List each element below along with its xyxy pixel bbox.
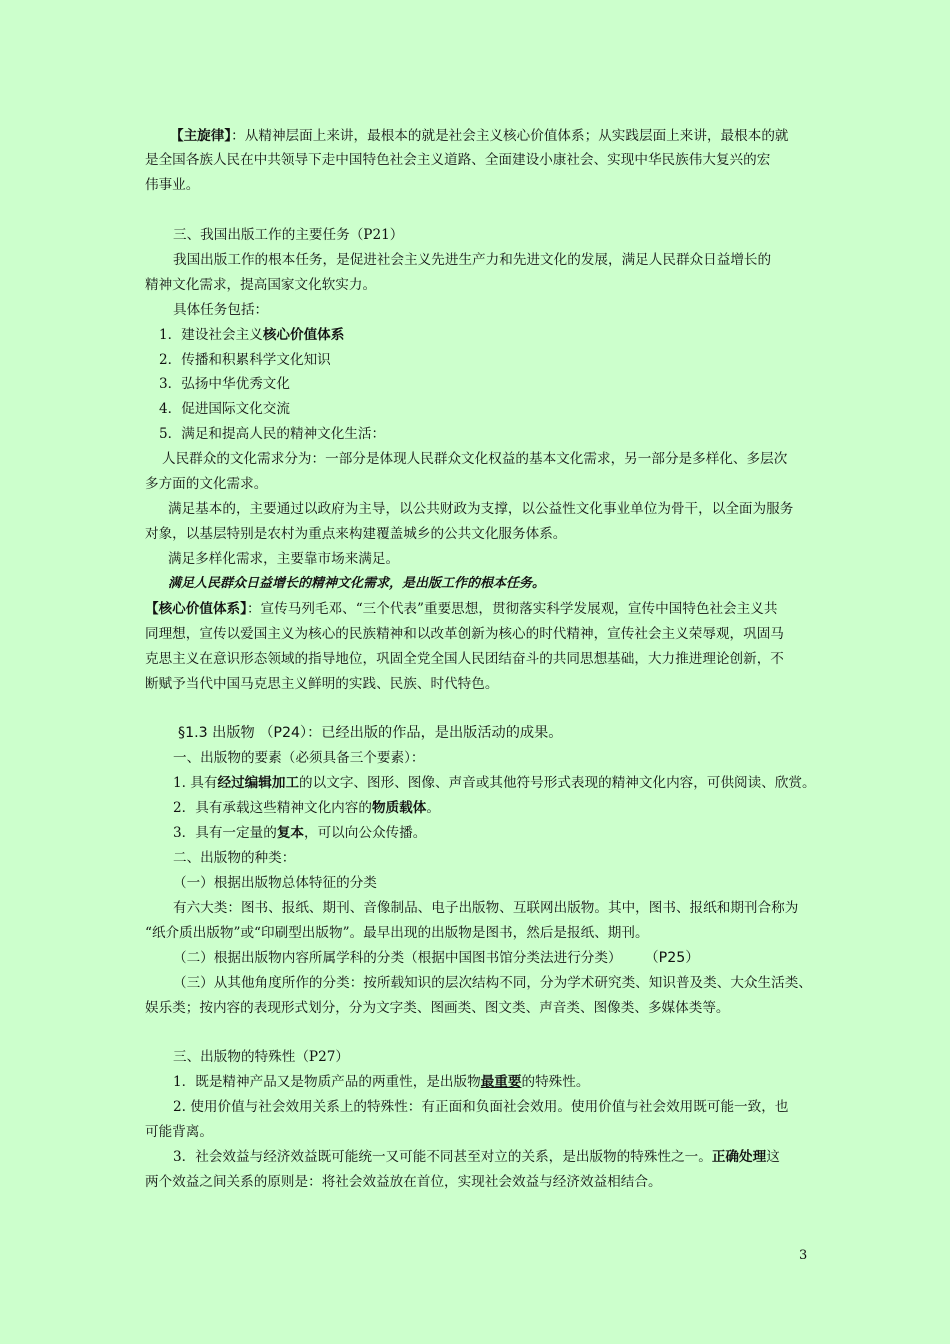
types-sub-2: （二）根据出版物内容所属学科的分类（根据中国图书馆分类法进行分类） （P25） xyxy=(173,950,700,966)
task-4: 4．促进国际文化交流 xyxy=(159,401,290,417)
special-heading: 三、出版物的特殊性（P27） xyxy=(173,1049,349,1065)
tasks-intro: 具体任务包括： xyxy=(173,302,269,318)
diverse-line: 满足多样化需求，主要靠市场来满足。 xyxy=(168,551,400,567)
basic-line-1: 满足基本的，主要通过以政府为主导，以公共财政为支撑，以公益性文化事业单位为骨干，以全面为服务 xyxy=(168,501,794,517)
task-2: 2．传播和积累科学文化知识 xyxy=(159,352,331,368)
page-number: 3 xyxy=(799,1248,808,1263)
section3-heading: 三、我国出版工作的主要任务（P21） xyxy=(173,227,404,243)
task-1: 1．建设社会主义核心价值体系 xyxy=(159,327,345,343)
special-2-line-2: 可能背离。 xyxy=(145,1124,213,1140)
types-heading: 二、出版物的种类： xyxy=(173,850,296,866)
special-2-line-1: 2. 使用价值与社会效用关系上的特殊性：有正面和负面社会效用。使用价值与社会效用既可能一致，也 xyxy=(173,1099,789,1115)
core-line-2: 同理想，宣传以爱国主义为核心的民族精神和以改革创新为核心的时代精神，宣传社会主义荣辱观，巩固马 xyxy=(145,626,784,642)
section3-para1-line-1: 我国出版工作的根本任务，是促进社会主义先进生产力和先进文化的发展，满足人民群众日益增长的 xyxy=(173,252,772,268)
types-sub-1-line-1: 有六大类：图书、报纸、期刊、音像制品、电子出版物、互联网出版物。其中，图书、报纸和期刊合称为 xyxy=(173,900,799,916)
elements-heading: 一、出版物的要素（必须具备三个要素）： xyxy=(173,750,425,766)
section3-para1-line-2: 精神文化需求，提高国家文化软实力。 xyxy=(145,277,377,293)
element-1: 1. 具有经过编辑加工的以文字、图形、图像、声音或其他符号形式表现的精神文化内容，可供阅读、欣赏。 xyxy=(173,775,816,791)
types-sub-1-line-2: “纸介质出版物”或“印刷型出版物”。最早出现的出版物是图书，然后是报纸、期刊。 xyxy=(145,925,649,941)
special-1: 1．既是精神产品又是物质产品的两重性，是出版物最重要的特殊性。 xyxy=(173,1074,590,1090)
types-sub-3-line-2: 娱乐类；按内容的表现形式划分，分为文字类、图画类、图文类、声音类、图像类、多媒体类等。 xyxy=(145,1000,730,1016)
core-line-4: 断赋予当代中国马克思主义鲜明的实践、民族、时代特色。 xyxy=(145,676,499,692)
element-2: 2．具有承载这些精神文化内容的物质载体。 xyxy=(173,800,440,816)
types-sub-3-line-1: （三）从其他角度所作的分类：按所载知识的层次结构不同，分为学术研究类、知识普及类、大众生活类、 xyxy=(173,975,812,991)
mainmelody-line-2: 是全国各族人民在中共领导下走中国特色社会主义道路、全面建设小康社会、实现中华民族伟大复兴的宏 xyxy=(145,152,771,168)
mainmelody-label: 【主旋律】 xyxy=(170,128,232,144)
core-label: 【核心价值体系】 xyxy=(145,601,247,617)
core-line-3: 克思主义在意识形态领域的指导地位，巩固全党全国人民团结奋斗的共同思想基础，大力推进理论创新，不 xyxy=(145,651,784,667)
mainmelody-line-1: 【主旋律】：从精神层面上来讲，最根本的就是社会主义核心价值体系；从实践层面上来讲，最根本的就 xyxy=(170,128,789,144)
types-sub-1: （一）根据出版物总体特征的分类 xyxy=(173,875,377,891)
special-3-line-1: 3．社会效益与经济效益既可能统一又可能不同甚至对立的关系，是出版物的特殊性之一。正确处理这 xyxy=(173,1149,780,1165)
basic-line-2: 对象，以基层特别是农村为重点来构建覆盖城乡的公共文化服务体系。 xyxy=(145,526,567,542)
mainmelody-line-3: 伟事业。 xyxy=(145,177,200,193)
needs-line-1: 人民群众的文化需求分为：一部分是体现人民群众文化权益的基本文化需求，另一部分是多样化、多层次 xyxy=(162,451,788,467)
special-3-line-2: 两个效益之间关系的原则是：将社会效益放在首位，实现社会效益与经济效益相结合。 xyxy=(145,1174,662,1190)
task-3: 3．弘扬中华优秀文化 xyxy=(159,376,290,392)
task-5: 5．满足和提高人民的精神文化生活： xyxy=(159,426,386,442)
core-line-1: 【核心价值体系】：宣传马列毛邓、“三个代表”重要思想，贯彻落实科学发展观，宣传中国特色社会主义共 xyxy=(145,601,778,617)
section13-heading: §1.3 出版物 （P24）：已经出版的作品，是出版活动的成果。 xyxy=(178,725,563,741)
emphasis-line: 满足人民群众日益增长的精神文化需求，是出版工作的根本任务。 xyxy=(168,576,546,591)
element-3: 3．具有一定量的复本，可以向公众传播。 xyxy=(173,825,427,841)
needs-line-2: 多方面的文化需求。 xyxy=(145,476,268,492)
